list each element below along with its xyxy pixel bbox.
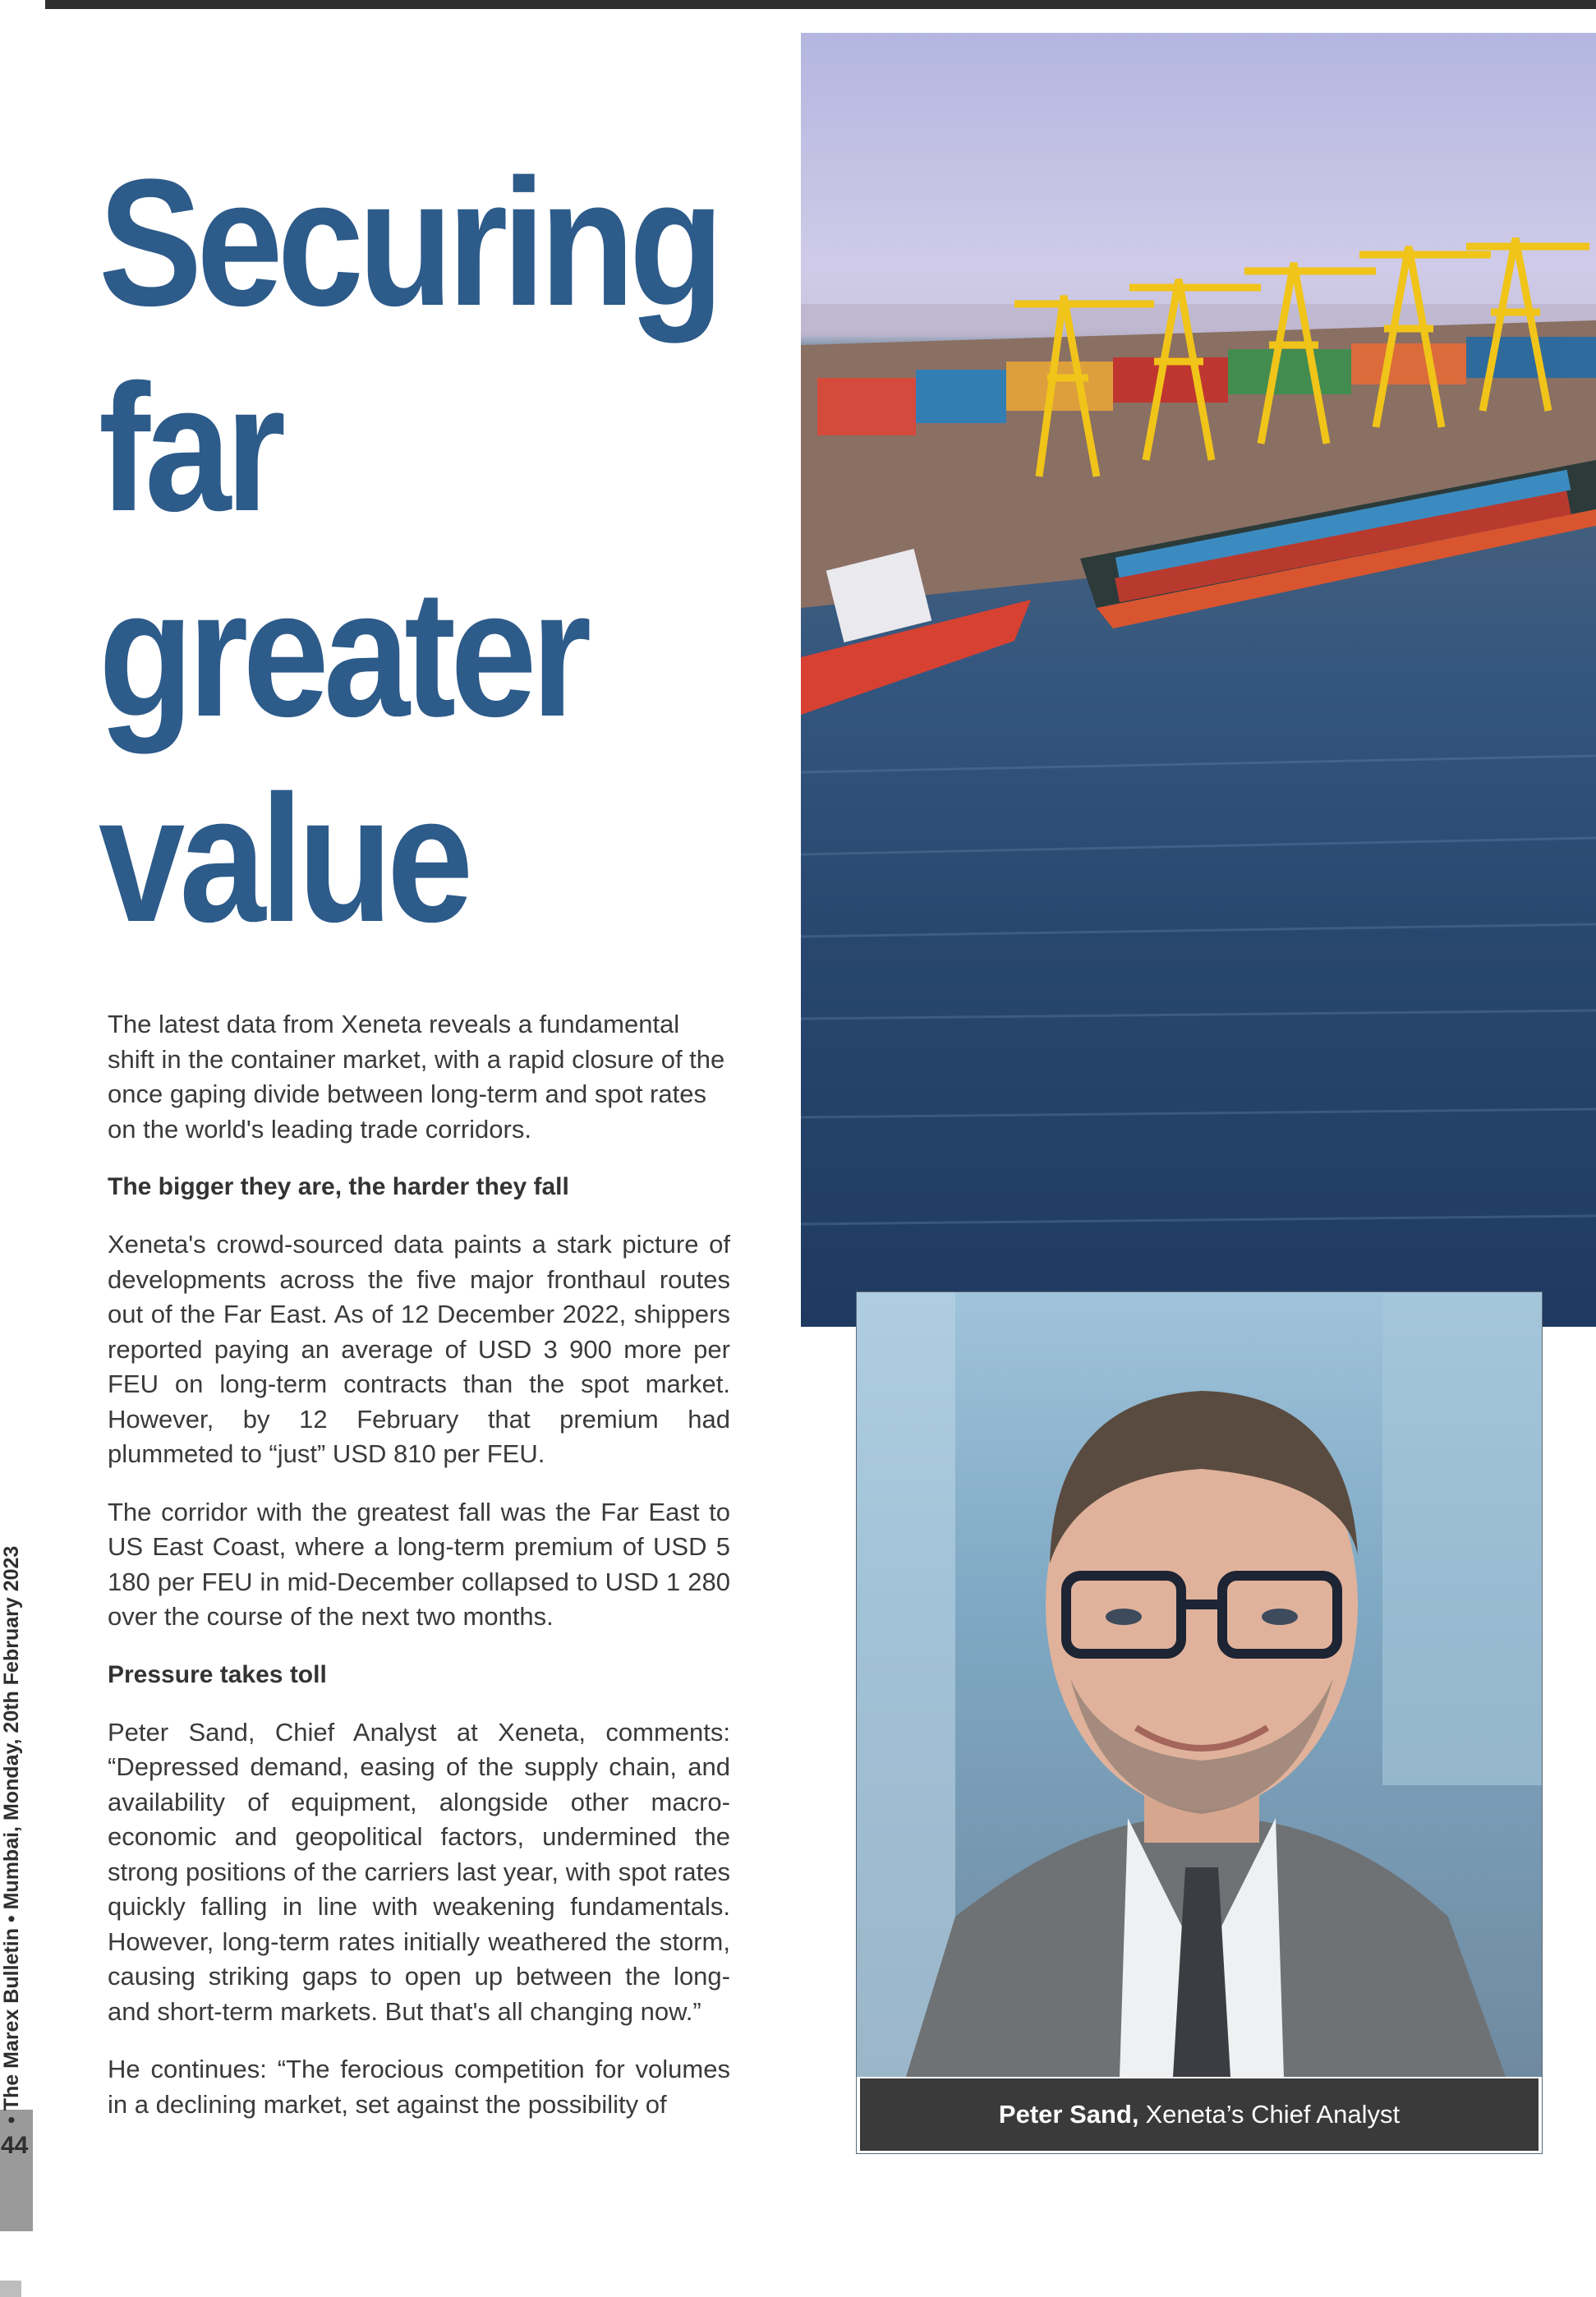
subhead: The bigger they are, the harder they fall [108, 1173, 569, 1200]
caption-title: Xeneta’s Chief Analyst [1145, 2100, 1401, 2129]
article-body [108, 1007, 730, 2145]
harbor-photo [801, 33, 1596, 1327]
paragraph: Peter Sand, Chief Analyst at Xeneta, comments: “Depressed demand, easing of the supply chain, and availability of equipment, alongside other macro-economic and geopolitical factors, undermined the strong positions of the carriers last year, with spot rates quickly falling in line with weakening fundamentals. However, long-term rates initially weathered the storm, causing striking gaps to open up between the long- and short-term markets. But that's all changing now.” [108, 1717, 730, 2026]
portrait-figure [856, 1291, 1543, 2154]
portrait-photo [857, 1292, 1542, 2077]
intro-paragraph: The latest data from Xeneta reveals a fundamental shift in the container market, with a rapid closure of the once gaping divide between long-term and spot rates on the world's leading trade corridors. [108, 1010, 725, 1144]
caption-name: Peter Sand, [998, 2100, 1139, 2129]
publication-line: • The Marex Bulletin • Mumbai, Monday, 20th February 2023 [0, 1545, 23, 2124]
subhead: Pressure takes toll [108, 1660, 327, 1688]
top-rule [45, 0, 1596, 9]
headline [99, 140, 719, 961]
paragraph: He continues: “The ferocious competition for volumes in a declining market, set against the possibility of [108, 2055, 730, 2119]
headline-line: greater [99, 552, 586, 754]
headline-line: far [99, 347, 281, 549]
page-number-tab [0, 2110, 33, 2231]
photo-caption [860, 2078, 1539, 2151]
headline-line: value [99, 757, 468, 960]
paragraph: Xeneta's crowd-sourced data paints a stark picture of developments across the five major fronthaul routes out of the Far East. As of 12 December 2022, shippers reported paying an average of USD 3 900 more per FEU on long-term contracts than the spot market. However, by 12 February that premium had plummeted to “just” USD 810 per FEU. [108, 1230, 730, 1468]
footer-tab [0, 2281, 21, 2297]
headline-line: Securing [99, 141, 719, 343]
paragraph: The corridor with the greatest fall was the Far East to US East Coast, where a long-term premium of USD 5 180 per FEU in mid-December collapsed to USD 1 280 over the course of the next two months. [108, 1497, 730, 1631]
page-number: 44 [1, 2132, 29, 2159]
